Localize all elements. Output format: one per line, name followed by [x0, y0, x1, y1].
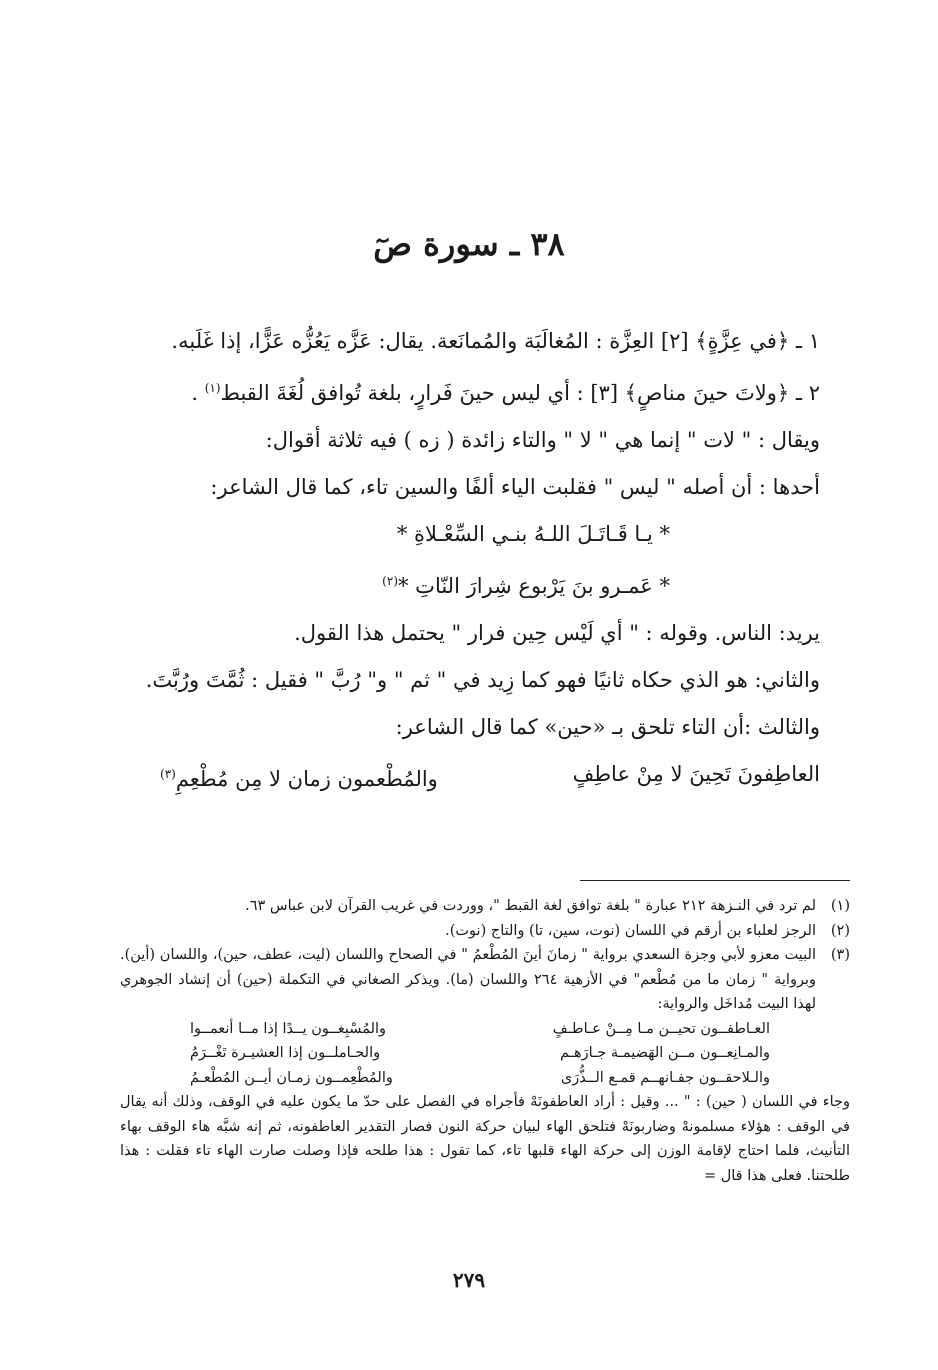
footnote-verse-1 — [120, 1017, 850, 1042]
footnote-verse-3 — [120, 1066, 850, 1091]
footnote-ref-3[interactable]: (٣) — [160, 767, 176, 781]
paragraph-5: يريد: الناس. وقوله : " أي لَيْس حِين فرار " يحتمل هذا القول. — [294, 621, 820, 645]
footnote-verse-2 — [120, 1041, 850, 1066]
paragraph-7: والثالث :أن التاء تلحق بـ «حين» كما قال الشاعر: — [395, 715, 820, 739]
footnote-text: الرجز لعلباء بن أرقم في اللسان (نوت، سين، تا) والتاج (نوت). — [445, 922, 816, 939]
footnote-verse-second: والمُسْبِغــون يــدًا إذا مــا أنعمــوا — [190, 1020, 387, 1037]
verse-hemistich-second — [160, 751, 438, 803]
footnotes — [120, 894, 850, 1188]
footnote-number: (١) — [830, 898, 850, 914]
footnote-verse-first: العـاطفــون تحيــن مـا مِــنْ عـاطـفٍ — [552, 1020, 770, 1037]
verse-hemistich-second-text: والمُطْعمون زمان لا مِن مُطْعِمِ — [175, 767, 438, 791]
paragraph-3: ويقال : " لات " إنما هي " لا " والتاء زائدة ( زه ) فيه ثلاثة أقوال: — [265, 428, 820, 452]
verse-hemistich-first: العاطِفونَ تَحِينَ لا مِنْ عاطِفٍ — [572, 762, 820, 786]
main-text — [120, 318, 820, 803]
footnote-verse-second: والحـاملــون إذا العشيـرة تَغْــرَمُ — [190, 1045, 381, 1061]
paragraph-2: ٢ ـ ﴿ولاتَ حينَ مناصٍ﴾ [٣] : أي ليس حينَ فَرارٍ، بلغة تُوافق لُغَةَ القبط$^{(١)}$ . — [191, 381, 820, 405]
footnote-3 — [120, 943, 850, 1017]
paragraph-2-text: ٢ ـ ﴿ولاتَ حينَ مناصٍ﴾ [٣] : أي ليس حينَ فَرارٍ، بلغة تُوافق لُغَةَ القبط — [220, 381, 820, 405]
verse-line-2-text: * عَمـرو بنَ يَرْبوع شِرارَ النّاتِ * — [398, 574, 670, 598]
verse-line-3 — [120, 751, 820, 803]
footnote-2 — [120, 919, 850, 944]
footnote-1 — [120, 894, 850, 919]
surah-title: ٣٨ ـ سورة صٓ — [373, 225, 565, 263]
page-number: ٢٧٩ — [452, 1268, 486, 1292]
verse-line-1: * يـا قَـاتَـلَ اللـهُ بنـي السِّعْـلاةِ * — [396, 522, 670, 546]
footnote-continuation: وجاء في اللسان ( حين) : " ... وقيل : أراد العاطفونَهْ فأجراه في الفصل على حدّ ما يكون عليه في الوقف، وذلك أنه يقال في الوقف : هؤلاء مسلمونهْ وضاربونَهْ فتلحق الهاء لبيان حركة النون فصار التقدير العاطفونه، ثم إنه شبَّه هاء الوقف بهاء التأنيث، فلما احتاج لإقامة الوزن إلى حركة الهاء قلبها تاء، كما تقول : هذا طلحه فإذا وصلت صارت الهاء تاء فقلت : هذا طلحتنا. فعلى هذا قال = — [120, 1094, 850, 1184]
footnote-divider — [580, 880, 850, 881]
footnote-ref-2[interactable]: (٢) — [382, 574, 398, 588]
footnote-number: (٣) — [830, 947, 850, 963]
footnote-number: (٢) — [830, 922, 850, 939]
paragraph-6: والثاني: هو الذي حكاه ثانيًا فهو كما زِيد في " ثم " و" رُبَّ " فقيل : ثُمَّتَ ورُبَّتَ. — [145, 668, 820, 692]
footnote-verse-second: والمُطْعِمــون زمـان أيــن المُطْعـمُ — [190, 1069, 393, 1086]
footnote-verse-first: والـلاحقــون جفـانهــم قمـع الــذُّرَى — [560, 1069, 770, 1086]
footnote-text: لم ترد في النـزهة ٢١٢ عبارة " بلغة توافق لغة القبط "، ووردت في غريب القرآن لابن عباس ٦٣. — [245, 898, 816, 914]
paragraph-4: أحدها : أن أصله " ليس " فقلبت الياء ألفًا والسين تاء، كما قال الشاعر: — [210, 475, 820, 499]
verse-line-2 — [120, 558, 820, 610]
footnote-ref-1[interactable]: (١) — [204, 381, 221, 395]
paragraph-1: ١ ـ ﴿في عِزَّةٍ﴾ [٢] العِزَّة : المُغالَبَة والمُمانَعة. يقال: عَزَّه يَعُزُّه عَزًّا، إذا غَلَبه. — [171, 329, 820, 353]
footnote-text: البيت معزو لأبي وجزة السعدي برواية " زمانَ أينَ المُطْعمُ " في الصحاح واللسان (ليت، عطف، حين)، واللسان (أين). وبرواية " زمان ما من مُطْعم" في الأزهية ٢٦٤ واللسان (ما). ويذكر الصغاني في التكملة (حين) أن إنشاد الجوهري لهذا البيت مُداخَل والرواية: — [120, 947, 816, 1012]
footnote-verse-first: والمـانِعــون مــن الهَضيمـة جـارَهـم — [560, 1045, 770, 1061]
